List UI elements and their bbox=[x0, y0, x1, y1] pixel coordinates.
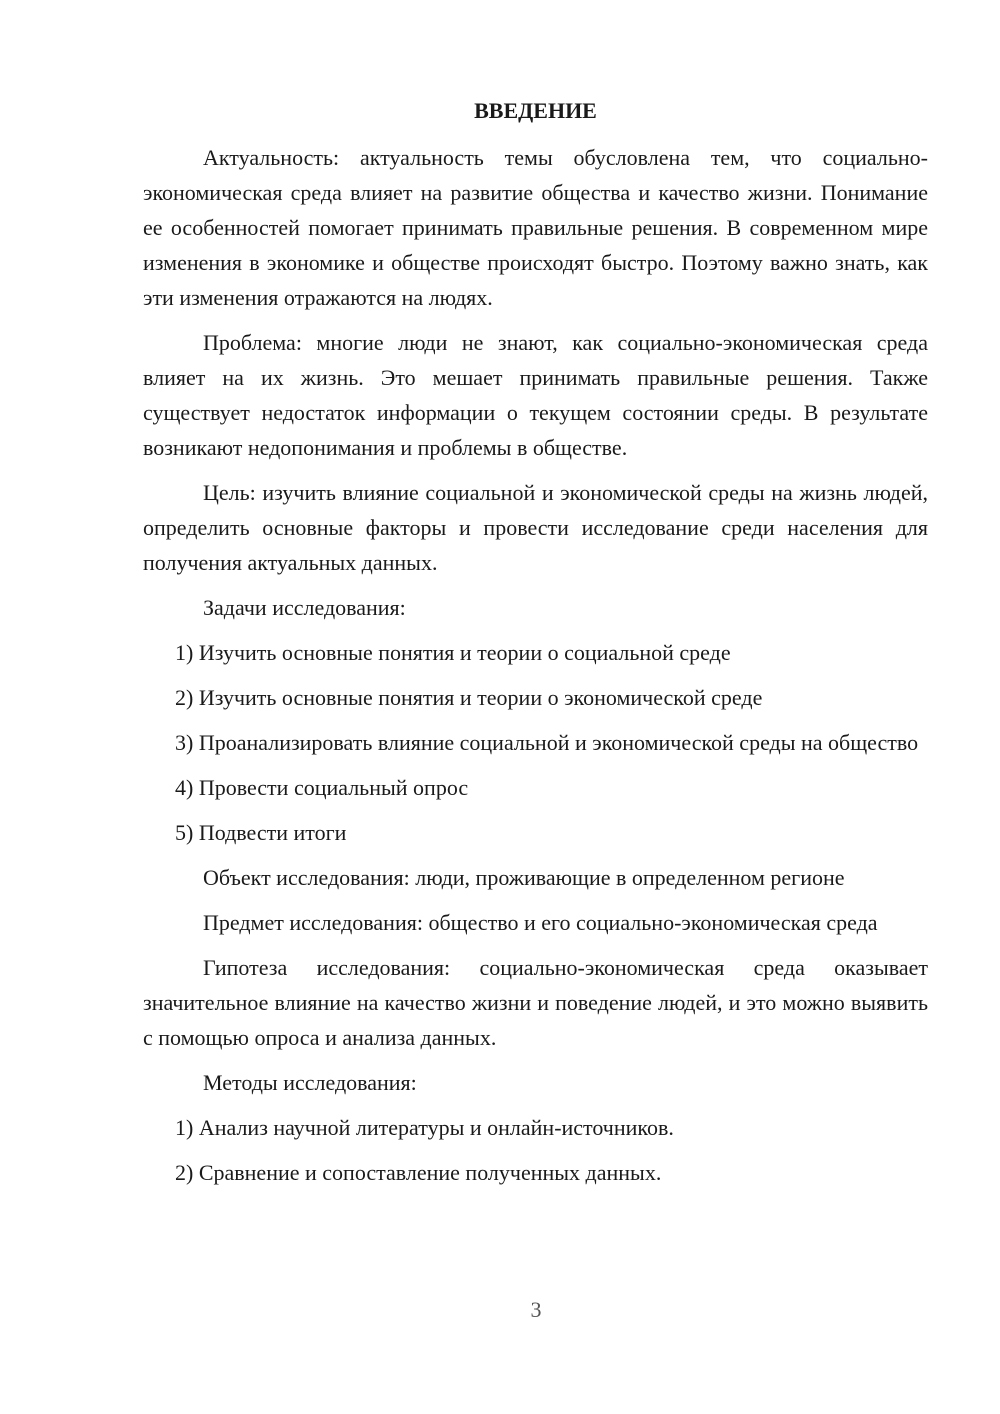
task-item: 1) Изучить основные понятия и теории о социальной среде bbox=[175, 640, 731, 665]
document-page bbox=[143, 96, 928, 1200]
relevance-paragraph: Актуальность: актуальность темы обусловлена тем, что социально-экономическая среда влияет на развитие общества и качество жизни. Понимание ее особенностей помогает принимать правильные решения. В современном мире изменения в экономике и обществе происходят быстро. Поэтому важно знать, как эти изменения отражаются на людях. bbox=[143, 145, 928, 310]
method-item: 2) Сравнение и сопоставление полученных данных. bbox=[175, 1160, 662, 1185]
problem-paragraph: Проблема: многие люди не знают, как социально-экономическая среда влияет на их жизнь. Это мешает принимать правильные решения. Также существует недостаток информации о текущем состоянии среды. В результате возникают недопонимания и проблемы в обществе. bbox=[143, 330, 928, 460]
goal-paragraph: Цель: изучить влияние социальной и экономической среды на жизнь людей, определить основные факторы и провести исследование среди населения для получения актуальных данных. bbox=[143, 480, 928, 575]
hypothesis-paragraph: Гипотеза исследования: социально-экономическая среда оказывает значительное влияние на качество жизни и поведение людей, и это можно выявить с помощью опроса и анализа данных. bbox=[143, 955, 928, 1050]
task-item: 5) Подвести итоги bbox=[175, 820, 347, 845]
task-item: 3) Проанализировать влияние социальной и экономической среды на общество bbox=[175, 730, 919, 755]
method-item: 1) Анализ научной литературы и онлайн-источников. bbox=[175, 1115, 674, 1140]
task-item: 4) Провести социальный опрос bbox=[175, 775, 469, 800]
subject-paragraph: Предмет исследования: общество и его социально-экономическая среда bbox=[203, 910, 878, 935]
page-number: 3 bbox=[530, 1297, 542, 1322]
task-item: 2) Изучить основные понятия и теории о экономической среде bbox=[175, 685, 763, 710]
tasks-title: Задачи исследования: bbox=[203, 595, 406, 620]
object-paragraph: Объект исследования: люди, проживающие в определенном регионе bbox=[203, 865, 845, 890]
methods-title: Методы исследования: bbox=[203, 1070, 417, 1095]
section-heading: ВВЕДЕНИЕ bbox=[474, 98, 597, 123]
